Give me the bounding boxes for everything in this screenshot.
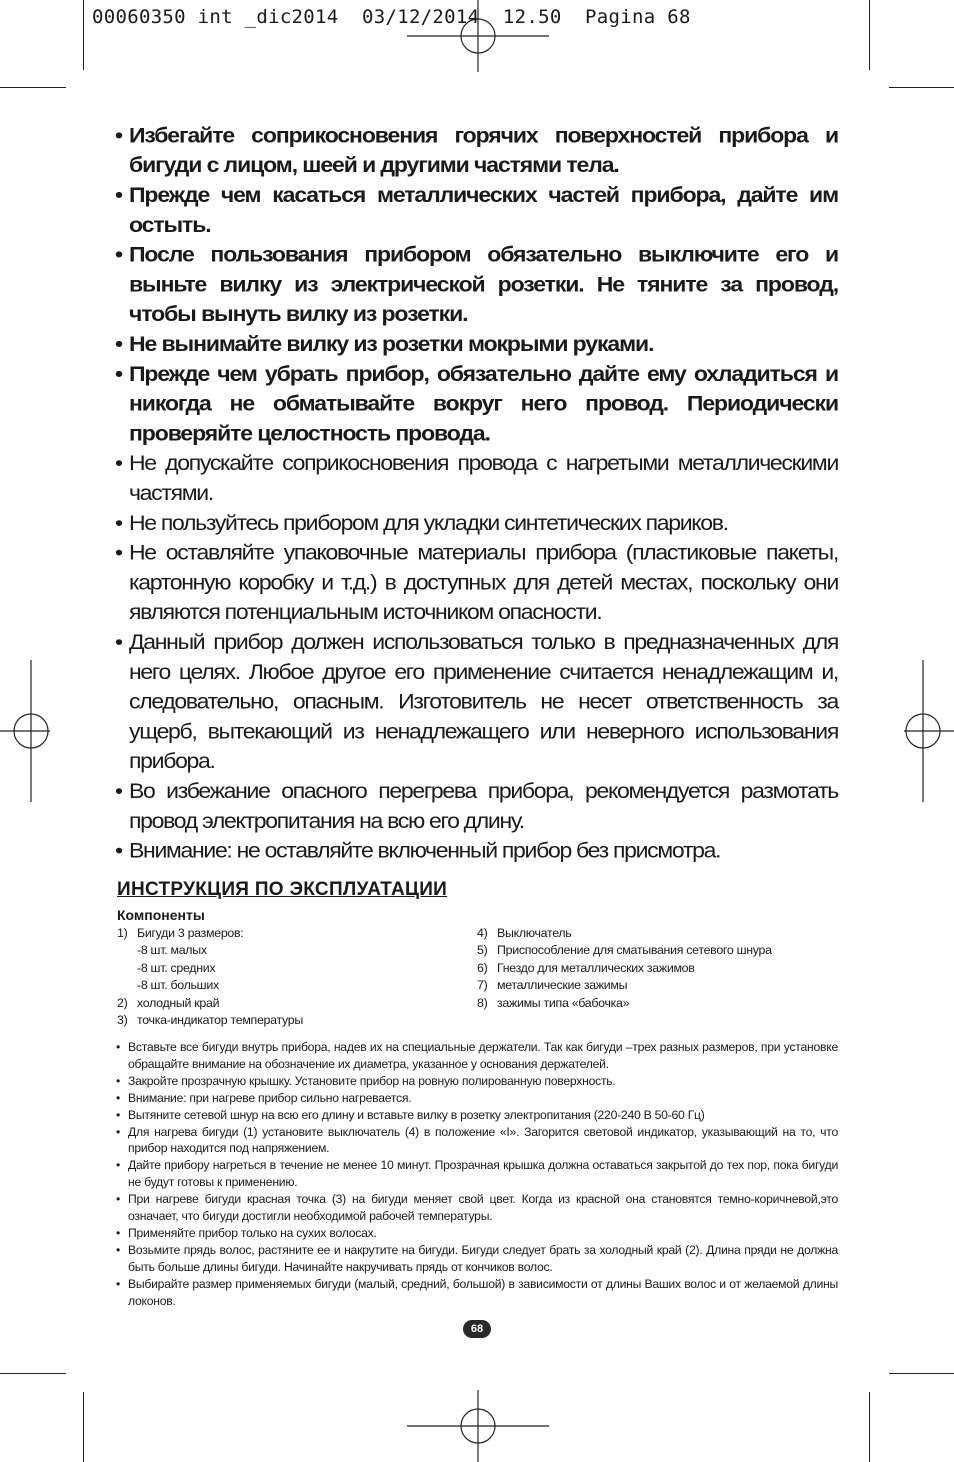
instruction-step: • Возьмите прядь волос, растяните ее и накрутите на бигуди. Бигуди следует брать за холодный край (2). Длина пряди не должна быть больше длины бигуди. Начинайте накручивать прядь от кончиков волос. (116, 1242, 838, 1276)
registration-mark-icon (407, 0, 549, 72)
instruction-step: • Дайте прибору нагреться в течение не менее 10 минут. Прозрачная крышка должна оставаться закрытой до тех пор, пока бигуди не будут готовы к применению. (116, 1157, 838, 1191)
component-item (117, 925, 303, 942)
component-item (117, 960, 303, 977)
component-number: 8) (477, 995, 488, 1010)
components-list-right (477, 925, 772, 1012)
instruction-step: • При нагреве бигуди красная точка (3) на бигуди меняет свой цвет. Когда из красной она становятся темно-коричневой,это означает, что бигуди достигли необходимой рабочей температуры. (116, 1191, 838, 1225)
crop-mark (869, 0, 870, 70)
component-label: Выключатель (497, 926, 572, 940)
crop-mark (0, 1373, 66, 1374)
warning-item: • Не вынимайте вилку из розетки мокрыми руками. (116, 329, 838, 359)
component-label: Бигуди 3 размеров: (137, 926, 244, 940)
crop-mark (889, 87, 954, 88)
instruction-step: • Закройте прозрачную крышку. Установите прибор на ровную полированную поверхность. (116, 1073, 838, 1090)
component-number: 5) (477, 943, 488, 958)
component-number: 4) (477, 926, 488, 940)
crop-mark (889, 1373, 954, 1374)
warning-item: • Внимание: не оставляйте включенный прибор без присмотра. (116, 835, 838, 865)
component-label: зажимы типа «бабочка» (497, 995, 630, 1010)
component-label: металлические зажимы (497, 978, 628, 993)
warning-item: • Данный прибор должен использоваться только в предназначенных для него целях. Любое другое его применение считается ненадлежащим и, следовательно, опасным. Изготовитель не несет ответственность за ущерб, вытекающий из ненадлежащего или неверного использования прибора. (116, 627, 838, 776)
print-slug: 00060350 int _dic2014 03/12/2014 12.50 Pagina 68 (92, 6, 691, 28)
component-label: точка-индикатор температуры (137, 1013, 303, 1028)
component-number: 3) (117, 1013, 128, 1028)
components-title: Компоненты (117, 907, 205, 923)
registration-mark-icon (904, 660, 954, 802)
warnings-list (116, 120, 838, 865)
component-number: 1) (117, 926, 128, 940)
component-item (117, 942, 303, 959)
instruction-step: • Выбирайте размер применяемых бигуди (малый, средний, большой) в зависимости от длины Ваших волос и от желаемой длины локонов. (116, 1276, 838, 1310)
registration-mark-icon (407, 1390, 549, 1462)
component-label: холодный край (137, 995, 220, 1010)
instruction-step: • Применяйте прибор только на сухих волосах. (116, 1225, 838, 1242)
component-item (477, 995, 772, 1012)
warning-item: • Во избежание опасного перегрева прибора, рекомендуется размотать провод электропитания на всю его длину. (116, 776, 838, 836)
component-item (477, 977, 772, 994)
component-item (117, 977, 303, 994)
crop-mark (0, 87, 66, 88)
crop-mark (869, 1392, 870, 1462)
instruction-step: • Вставьте все бигуди внутрь прибора, надев их на специальные держатели. Так как бигуди –трех разных размеров, при установке обращайте внимание на обозначение их диаметра, указанное у основания держателей. (116, 1039, 838, 1073)
crop-mark (83, 0, 84, 70)
component-label: -8 шт. малых (137, 943, 207, 958)
component-item (117, 995, 303, 1012)
registration-mark-icon (0, 660, 50, 802)
components-list-left (117, 925, 303, 1029)
component-item (477, 960, 772, 977)
component-number: 7) (477, 978, 488, 993)
component-label: -8 шт. больших (137, 978, 219, 993)
component-label: -8 шт. средних (137, 960, 216, 975)
instruction-step: • Вытяните сетевой шнур на всю его длину и вставьте вилку в розетку электропитания (220-240 В 50-60 Гц) (116, 1107, 838, 1124)
warning-item: • Прежде чем касаться металлических частей прибора, дайте им остыть. (116, 180, 838, 240)
page-number-badge: 68 (463, 1320, 491, 1338)
warning-item: • Прежде чем убрать прибор, обязательно дайте ему охладиться и никогда не обматывайте вокруг него провод. Периодически проверяйте целостность провода. (116, 358, 838, 447)
instructions-title: ИНСТРУКЦИЯ ПО ЭКСПЛУАТАЦИИ (117, 879, 448, 900)
instruction-step: • Внимание: при нагреве прибор сильно нагревается. (116, 1090, 838, 1107)
component-item (477, 942, 772, 959)
safety-warnings (116, 120, 838, 920)
warning-item: • Не пользуйтесь прибором для укладки синтетических париков. (116, 507, 838, 537)
warning-item: • Избегайте соприкосновения горячих поверхностей прибора и бигуди с лицом, шеей и другими частями тела. (116, 120, 838, 180)
crop-mark (83, 1392, 84, 1462)
component-item (477, 925, 772, 942)
component-label: Приспособление для сматывания сетевого шнура (497, 943, 772, 958)
component-number: 2) (117, 995, 128, 1010)
warning-item: • Не допускайте соприкосновения провода с нагретыми металлическими частями. (116, 448, 838, 508)
instruction-steps (116, 1039, 838, 1310)
instruction-step: • Для нагрева бигуди (1) установите выключатель (4) в положение «I». Загорится световой индикатор, указывающий на то, что прибор находится под напряжением. (116, 1124, 838, 1158)
component-item (117, 1012, 303, 1029)
component-number: 6) (477, 960, 488, 975)
component-label: Гнездо для металлических зажимов (497, 960, 695, 975)
warning-item: • Не оставляйте упаковочные материалы прибора (пластиковые пакеты, картонную коробку и т.д.) в доступных для детей местах, поскольку они являются потенциальным источником опасности. (116, 537, 838, 626)
warning-item: • После пользования прибором обязательно выключите его и выньте вилку из электрической розетки. Не тяните за провод, чтобы вынуть вилку из розетки. (116, 239, 838, 328)
